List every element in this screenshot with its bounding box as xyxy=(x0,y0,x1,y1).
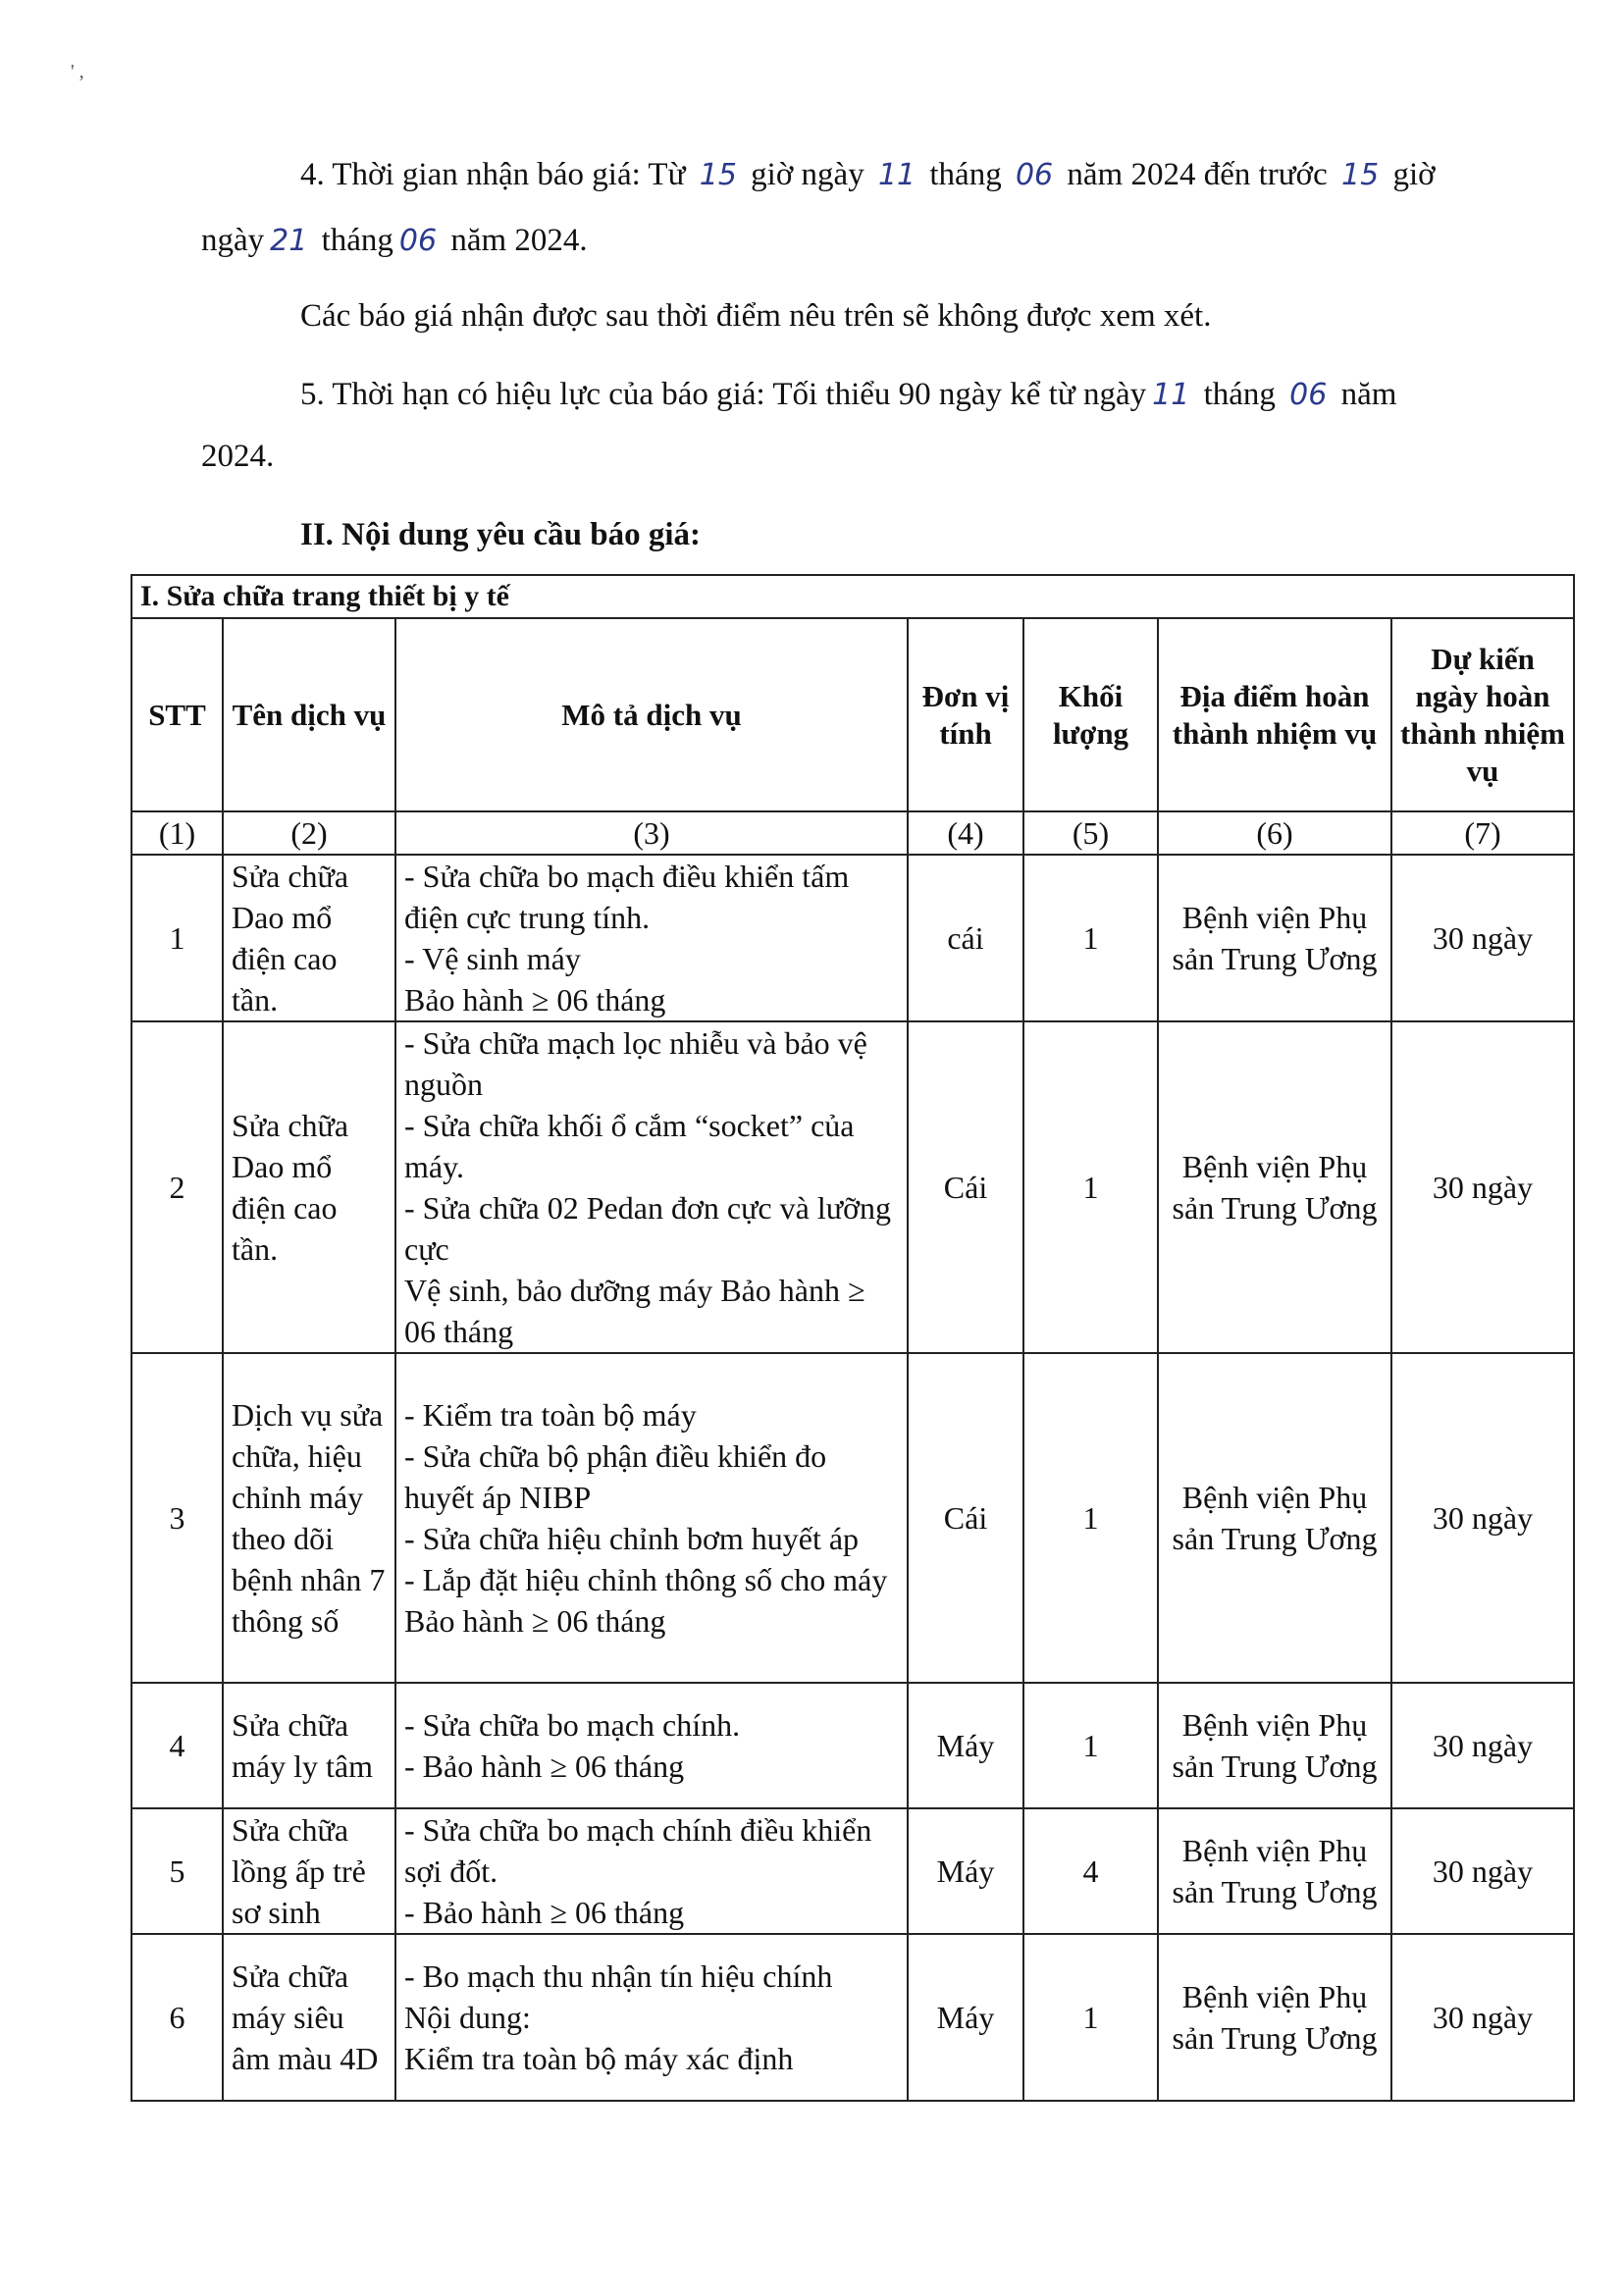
description-line: Kiểm tra toàn bộ máy xác định xyxy=(404,2041,794,2076)
cell-quantity: 4 xyxy=(1023,1808,1158,1934)
header-unit: Đơn vị tính xyxy=(908,618,1023,811)
cell-description xyxy=(395,1934,908,2101)
cell-quantity: 1 xyxy=(1023,1683,1158,1808)
col-number: (5) xyxy=(1023,811,1158,855)
header-location: Địa điểm hoàn thành nhiệm vụ xyxy=(1158,618,1391,811)
col-number: (3) xyxy=(395,811,908,855)
handwritten-hour-end: 15 xyxy=(1341,158,1380,192)
table-column-number-row xyxy=(131,811,1574,855)
cell-expected-days: 30 ngày xyxy=(1391,1808,1574,1934)
description-line: Bảo hành ≥ 06 tháng xyxy=(404,1603,666,1639)
description-line: - Bảo hành ≥ 06 tháng xyxy=(404,1895,685,1930)
cell-description xyxy=(395,1021,908,1353)
handwritten-hour-start: 15 xyxy=(699,158,737,192)
cell-location: Bệnh viện Phụ sản Trung Ương xyxy=(1158,1353,1391,1683)
description-line: - Sửa chữa khối ổ cắm “socket” của máy. xyxy=(404,1108,855,1184)
cell-unit: Cái xyxy=(908,1353,1023,1683)
description-line: Vệ sinh, bảo dưỡng máy Bảo hành ≥ 06 tháng xyxy=(404,1273,865,1349)
cell-quantity: 1 xyxy=(1023,855,1158,1021)
item4-text-nam: năm 2024 đến trước xyxy=(1067,157,1328,192)
table-row xyxy=(131,1683,1574,1808)
item4-text-thang: tháng xyxy=(929,157,1002,192)
description-line: - Vệ sinh máy xyxy=(404,941,581,976)
cell-stt: 4 xyxy=(131,1683,223,1808)
cell-location: Bệnh viện Phụ sản Trung Ương xyxy=(1158,1021,1391,1353)
cell-service-name: Sửa chữa Dao mổ điện cao tần. xyxy=(223,855,395,1021)
item4-line1 xyxy=(0,155,1623,195)
description-line: - Sửa chữa bo mạch điều khiển tấm điện cực trung tính. xyxy=(404,859,850,935)
cell-location: Bệnh viện Phụ sản Trung Ương xyxy=(1158,855,1391,1021)
description-line: - Sửa chữa bo mạch chính điều khiển sợi đốt. xyxy=(404,1812,872,1889)
note-paragraph: Các báo giá nhận được sau thời điểm nêu trên sẽ không được xem xét. xyxy=(300,298,1212,334)
col-number: (7) xyxy=(1391,811,1574,855)
handwritten-validity-day: 11 xyxy=(1152,378,1190,412)
item5-text-nam: năm xyxy=(1340,377,1397,412)
cell-unit: Máy xyxy=(908,1934,1023,2101)
header-quantity: Khối lượng xyxy=(1023,618,1158,811)
cell-location: Bệnh viện Phụ sản Trung Ương xyxy=(1158,1808,1391,1934)
table-row xyxy=(131,1353,1574,1683)
col-number: (4) xyxy=(908,811,1023,855)
description-line: - Sửa chữa mạch lọc nhiễu và bảo vệ nguồn xyxy=(404,1025,867,1102)
cell-service-name: Sửa chữa lồng ấp trẻ sơ sinh xyxy=(223,1808,395,1934)
header-stt: STT xyxy=(131,618,223,811)
description-line: - Sửa chữa 02 Pedan đơn cực và lưỡng cực xyxy=(404,1190,891,1267)
table-row xyxy=(131,1021,1574,1353)
cell-service-name: Sửa chữa máy siêu âm màu 4D xyxy=(223,1934,395,2101)
col-number: (6) xyxy=(1158,811,1391,855)
header-expected-days: Dự kiến ngày hoàn thành nhiệm vụ xyxy=(1391,618,1574,811)
cell-description xyxy=(395,855,908,1021)
cell-location: Bệnh viện Phụ sản Trung Ương xyxy=(1158,1683,1391,1808)
item5-prefix: 5. Thời hạn có hiệu lực của báo giá: Tối thiểu 90 ngày kể từ ngày xyxy=(300,377,1147,412)
description-line: - Bo mạch thu nhận tín hiệu chính xyxy=(404,1958,833,1994)
cell-stt: 6 xyxy=(131,1934,223,2101)
table-row xyxy=(131,855,1574,1021)
scan-marks: ' , xyxy=(71,61,84,82)
description-line: - Kiểm tra toàn bộ máy xyxy=(404,1397,697,1433)
handwritten-validity-month: 06 xyxy=(1289,378,1328,412)
description-line: - Sửa chữa hiệu chỉnh bơm huyết áp xyxy=(404,1521,860,1556)
quotation-table xyxy=(131,574,1575,2102)
item4-text-gio2: giờ xyxy=(1392,157,1436,192)
table-section-row xyxy=(131,575,1574,618)
handwritten-day-end: 21 xyxy=(270,224,308,258)
cell-unit: Cái xyxy=(908,1021,1023,1353)
cell-unit: cái xyxy=(908,855,1023,1021)
cell-unit: Máy xyxy=(908,1683,1023,1808)
description-line: Nội dung: xyxy=(404,2000,531,2035)
item5-text-thang: tháng xyxy=(1203,377,1276,412)
cell-quantity: 1 xyxy=(1023,1353,1158,1683)
cell-stt: 2 xyxy=(131,1021,223,1353)
cell-service-name: Dịch vụ sửa chữa, hiệu chỉnh máy theo dõi bệnh nhân 7 thông số xyxy=(223,1353,395,1683)
description-line: - Sửa chữa bo mạch chính. xyxy=(404,1707,741,1743)
description-line: - Sửa chữa bộ phận điều khiển đo huyết áp NIBP xyxy=(404,1438,827,1515)
handwritten-month-start: 06 xyxy=(1015,158,1054,192)
item4-text-thang2: tháng xyxy=(321,223,393,258)
cell-stt: 3 xyxy=(131,1353,223,1683)
description-line: - Lắp đặt hiệu chỉnh thông số cho máy xyxy=(404,1562,888,1597)
cell-description xyxy=(395,1808,908,1934)
cell-stt: 1 xyxy=(131,855,223,1021)
cell-service-name: Sửa chữa máy ly tâm xyxy=(223,1683,395,1808)
section-heading: II. Nội dung yêu cầu báo giá: xyxy=(300,517,702,552)
cell-expected-days: 30 ngày xyxy=(1391,1934,1574,2101)
cell-expected-days: 30 ngày xyxy=(1391,1353,1574,1683)
item5-line2: 2024. xyxy=(201,439,275,474)
header-description: Mô tả dịch vụ xyxy=(395,618,908,811)
cell-expected-days: 30 ngày xyxy=(1391,1683,1574,1808)
handwritten-day-start: 11 xyxy=(877,158,916,192)
item4-prefix: 4. Thời gian nhận báo giá: Từ xyxy=(300,157,686,192)
cell-location: Bệnh viện Phụ sản Trung Ương xyxy=(1158,1934,1391,2101)
item4-text-ngay: ngày xyxy=(201,223,265,258)
item4-text-gio: giờ ngày xyxy=(751,157,864,192)
table-section-title: I. Sửa chữa trang thiết bị y tế xyxy=(131,575,1574,618)
cell-service-name: Sửa chữa Dao mổ điện cao tần. xyxy=(223,1021,395,1353)
item4-line2 xyxy=(0,221,1623,261)
cell-expected-days: 30 ngày xyxy=(1391,855,1574,1021)
col-number: (2) xyxy=(223,811,395,855)
description-line: - Bảo hành ≥ 06 tháng xyxy=(404,1748,685,1784)
description-line: Bảo hành ≥ 06 tháng xyxy=(404,982,666,1018)
cell-quantity: 1 xyxy=(1023,1934,1158,2101)
item5-line1 xyxy=(0,375,1623,415)
cell-quantity: 1 xyxy=(1023,1021,1158,1353)
col-number: (1) xyxy=(131,811,223,855)
table-row xyxy=(131,1934,1574,2101)
cell-description xyxy=(395,1683,908,1808)
cell-description xyxy=(395,1353,908,1683)
table-header-row xyxy=(131,618,1574,811)
cell-expected-days: 30 ngày xyxy=(1391,1021,1574,1353)
cell-stt: 5 xyxy=(131,1808,223,1934)
header-service-name: Tên dịch vụ xyxy=(223,618,395,811)
item4-text-nam2: năm 2024. xyxy=(450,223,588,258)
cell-unit: Máy xyxy=(908,1808,1023,1934)
table-row xyxy=(131,1808,1574,1934)
handwritten-month-end: 06 xyxy=(398,224,438,258)
